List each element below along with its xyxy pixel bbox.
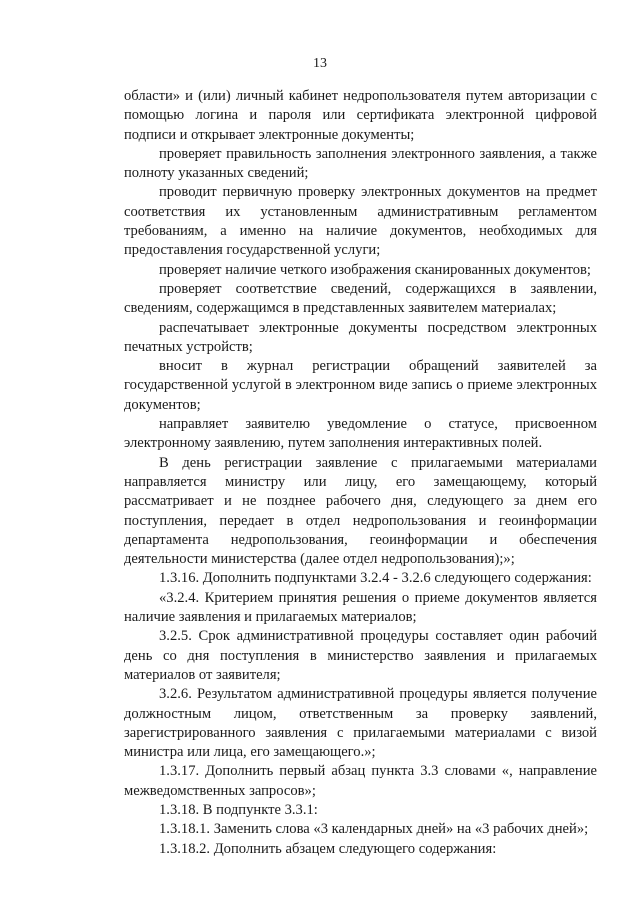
document-body [124, 87, 597, 859]
paragraph: проверяет наличие четкого изображения сканированных документов; [159, 261, 591, 278]
paragraph: 3.2.6. Результатом административной процедуры является получение должностным лицом, ответственным за проверку заявлений, зарегистрированного заявления с прилагаемыми материалами с визой министра или лица, его замещающего.»; [124, 686, 597, 761]
paragraph: проверяет соответствие сведений, содержащихся в заявлении, сведениям, содержащимся в представленных заявителем материалах; [124, 280, 597, 317]
paragraph: 1.3.16. Дополнить подпунктами 3.2.4 - 3.2.6 следующего содержания: [159, 570, 592, 587]
paragraph: направляет заявителю уведомление о статусе, присвоенном электронному заявлению, путем заполнения интерактивных полей. [124, 416, 597, 452]
paragraph: В день регистрации заявление с прилагаемыми материалами направляется министру или лицу, его замещающему, который рассматривает и не позднее рабочего дня, следующего за днем его поступления, передает в отдел недропользования и геоинформации департамента недропользования, геоинформации и обеспечения деятельности министерства (далее отдел недропользования);»; [124, 454, 597, 568]
paragraph: «3.2.4. Критерием принятия решения о приеме документов является наличие заявления и прилагаемых материалов; [124, 589, 597, 626]
paragraph: проводит первичную проверку электронных документов на предмет соответствия их установленным административным регламентом требованиям, а именно на наличие документов, необходимых для предоставления государственной услуги; [124, 184, 597, 259]
paragraph: области» и (или) личный кабинет недропользователя путем авторизации с помощью логина и пароля или сертификата электронной цифровой подписи и открывает электронные документы; [124, 88, 597, 143]
paragraph: 1.3.18.2. Дополнить абзацем следующего содержания: [159, 840, 497, 857]
paragraph: проверяет правильность заполнения электронного заявления, а также полноту указанных сведений; [124, 145, 597, 182]
paragraph: 1.3.18.1. Заменить слова «3 календарных дней» на «3 рабочих дней»; [159, 821, 589, 838]
paragraph: распечатывает электронные документы посредством электронных печатных устройств; [124, 319, 597, 355]
paragraph: 3.2.5. Срок административной процедуры составляет один рабочий день со дня поступления в министерство заявления и прилагаемых материалов от заявителя; [124, 628, 597, 683]
paragraph: 1.3.18. В подпункте 3.3.1: [159, 801, 318, 818]
page-number: 13 [313, 56, 327, 71]
paragraph: 1.3.17. Дополнить первый абзац пункта 3.3 словами «, направление межведомственных запросов»; [124, 763, 597, 799]
paragraph: вносит в журнал регистрации обращений заявителей за государственной услугой в электронном виде запись о приеме электронных документов; [124, 358, 597, 413]
